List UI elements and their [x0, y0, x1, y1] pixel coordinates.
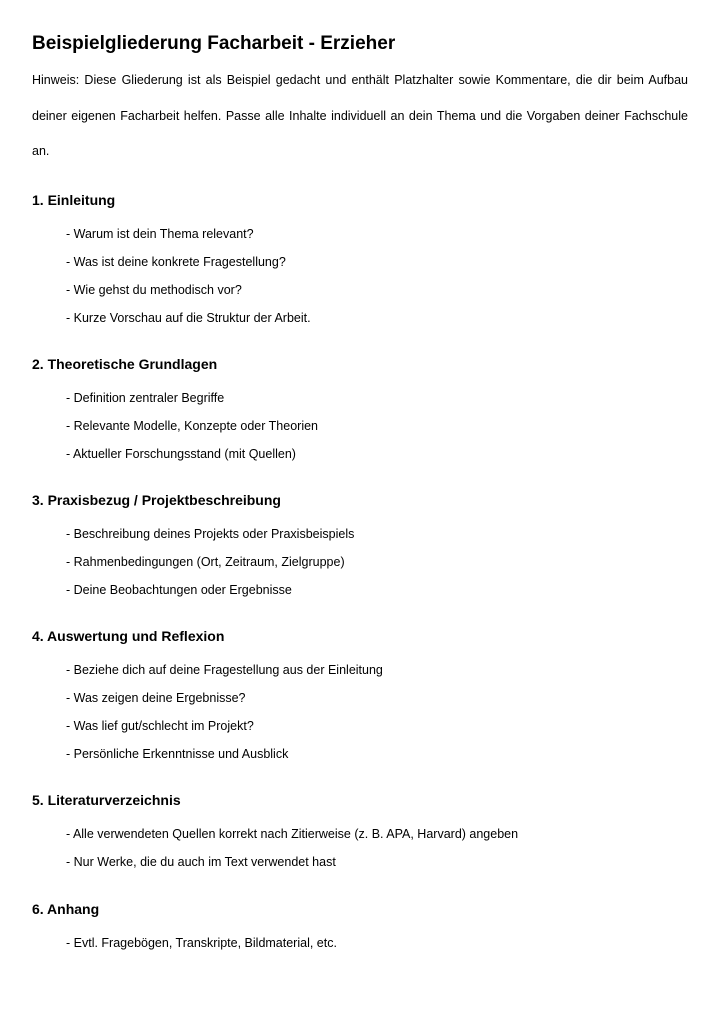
list-item: - Nur Werke, die du auch im Text verwendet hast	[66, 855, 336, 869]
section-heading: 3. Praxisbezug / Projektbeschreibung	[32, 492, 281, 508]
section-literaturverzeichnis	[32, 791, 692, 876]
section-anhang	[32, 900, 692, 957]
section-item-list	[32, 384, 692, 468]
section-heading: 6. Anhang	[32, 901, 100, 917]
section-item-list	[32, 820, 692, 876]
list-item: - Evtl. Fragebögen, Transkripte, Bildmaterial, etc.	[66, 936, 337, 950]
section-item-list	[32, 520, 692, 604]
list-item: - Warum ist dein Thema relevant?	[66, 227, 254, 241]
list-item: - Alle verwendeten Quellen korrekt nach Zitierweise (z. B. APA, Harvard) angeben	[66, 827, 519, 841]
list-item: - Relevante Modelle, Konzepte oder Theorien	[66, 419, 319, 433]
section-theoretische-grundlagen	[32, 355, 692, 468]
list-item: - Deine Beobachtungen oder Ergebnisse	[66, 583, 292, 597]
section-praxisbezug	[32, 491, 692, 604]
section-item-list	[32, 656, 692, 768]
section-einleitung	[32, 191, 692, 332]
section-auswertung	[32, 627, 692, 768]
section-heading: 2. Theoretische Grundlagen	[32, 356, 218, 372]
list-item: - Persönliche Erkenntnisse und Ausblick	[66, 747, 289, 761]
list-item: - Beschreibung deines Projekts oder Praxisbeispiels	[66, 527, 355, 541]
section-heading: 5. Literaturverzeichnis	[32, 792, 181, 808]
section-heading: 1. Einleitung	[32, 192, 116, 208]
section-item-list	[32, 220, 692, 332]
list-item: - Was ist deine konkrete Fragestellung?	[66, 255, 286, 269]
intro-note: Hinweis: Diese Gliederung ist als Beispiel gedacht und enthält Platzhalter sowie Kommentare, die dir beim Aufbau deiner eigenen Facharbeit helfen. Passe alle Inhalte individuell an dein Thema und die Vorgaben deiner Fachschule an.	[32, 73, 688, 158]
document-title: Beispielgliederung Facharbeit - Erzieher	[32, 33, 396, 54]
list-item: - Kurze Vorschau auf die Struktur der Arbeit.	[66, 311, 311, 325]
list-item: - Was lief gut/schlecht im Projekt?	[66, 719, 254, 733]
list-item: - Was zeigen deine Ergebnisse?	[66, 691, 246, 705]
list-item: - Wie gehst du methodisch vor?	[66, 283, 242, 297]
list-item: - Definition zentraler Begriffe	[66, 391, 225, 405]
section-item-list	[32, 929, 692, 957]
list-item: - Beziehe dich auf deine Fragestellung aus der Einleitung	[66, 663, 383, 677]
list-item: - Aktueller Forschungsstand (mit Quellen)	[66, 447, 296, 461]
section-heading: 4. Auswertung und Reflexion	[32, 628, 225, 644]
list-item: - Rahmenbedingungen (Ort, Zeitraum, Zielgruppe)	[66, 555, 345, 569]
